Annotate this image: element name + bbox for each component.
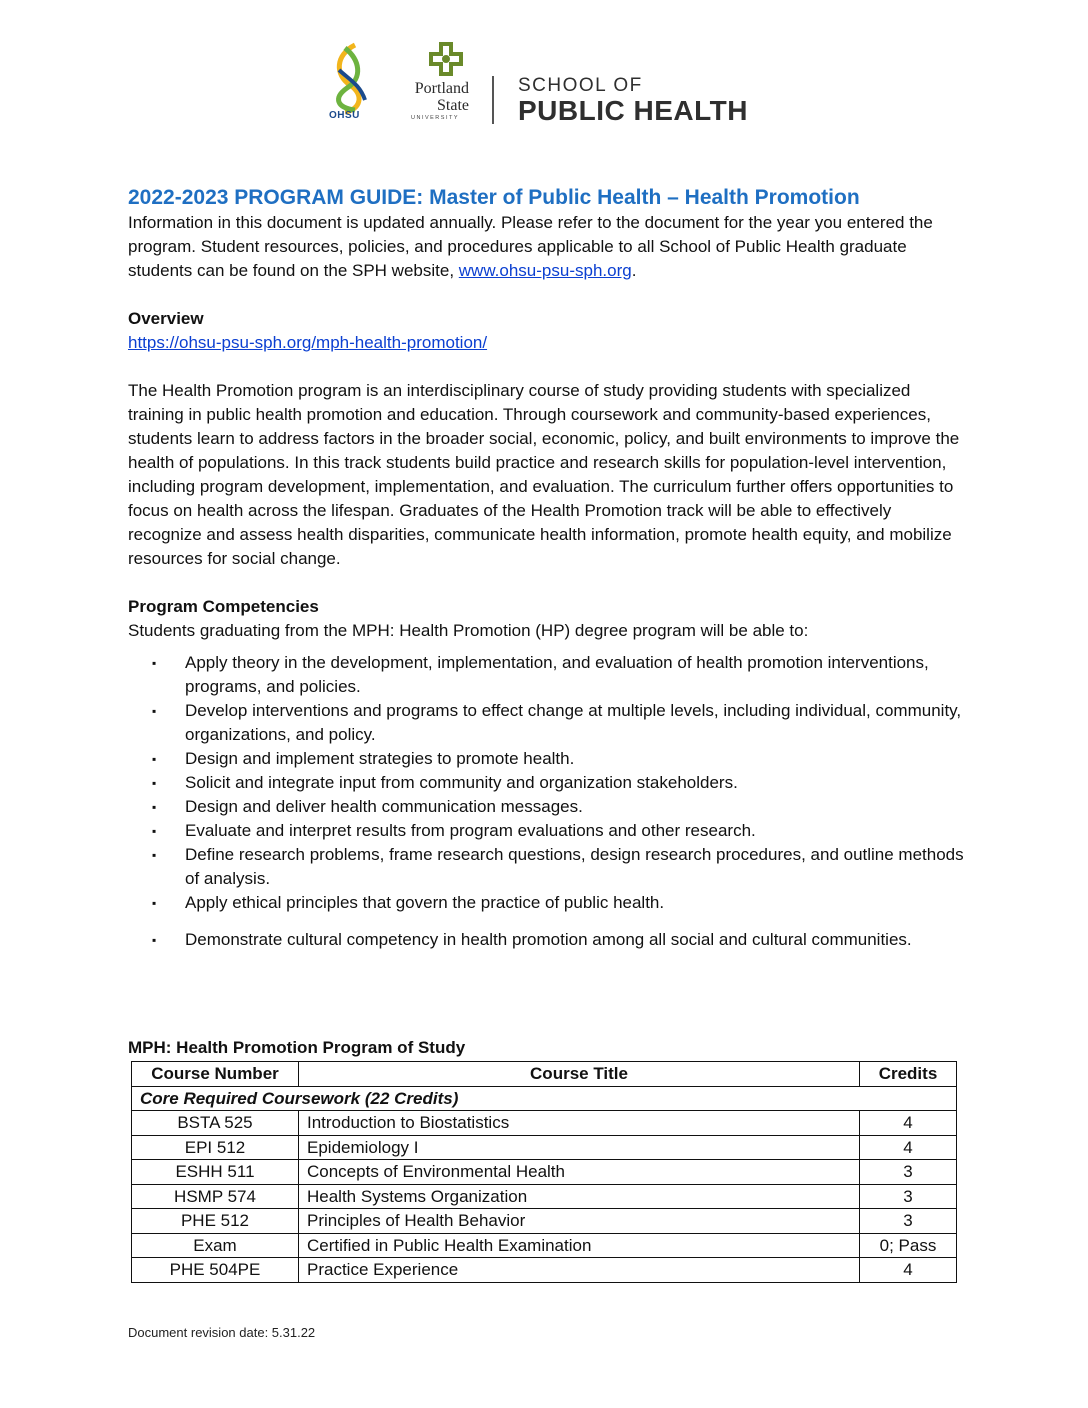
table-row: [132, 1111, 957, 1136]
course-number: ESHH 511: [132, 1160, 299, 1185]
competencies-intro: Students graduating from the MPH: Health Promotion (HP) degree program will be able to:: [128, 621, 809, 640]
bullet-icon: ▪: [152, 800, 157, 814]
course-title: Certified in Public Health Examination: [299, 1233, 860, 1258]
list-item: [128, 891, 968, 915]
bullet-icon: ▪: [152, 776, 157, 790]
list-item: [128, 819, 968, 843]
course-credits: 4: [860, 1111, 957, 1136]
study-table-title: MPH: Health Promotion Program of Study: [128, 1038, 466, 1057]
psu-name-line2: State: [437, 97, 469, 114]
intro-end: .: [631, 261, 637, 280]
list-item: [128, 651, 968, 699]
competency-text: Design and implement strategies to promote health.: [185, 749, 575, 768]
course-credits: 3: [860, 1209, 957, 1234]
course-number: PHE 512: [132, 1209, 299, 1234]
course-credits: 0; Pass: [860, 1233, 957, 1258]
bullet-icon: ▪: [152, 704, 157, 718]
document-body: [128, 185, 968, 955]
list-item: [128, 843, 968, 891]
course-credits: 3: [860, 1184, 957, 1209]
ohsu-label: OHSU: [329, 110, 360, 121]
psu-name-line1: Portland: [414, 80, 469, 97]
course-number: HSMP 574: [132, 1184, 299, 1209]
page-title: 2022-2023 PROGRAM GUIDE: Master of Public Health – Health Promotion: [128, 186, 860, 209]
bullet-icon: ▪: [152, 824, 157, 838]
course-credits: 4: [860, 1135, 957, 1160]
sph-label-line2: PUBLIC HEALTH: [518, 95, 748, 126]
competency-text: Apply theory in the development, implementation, and evaluation of health promotion interventions, programs, and policies.: [185, 653, 929, 696]
psu-name: [397, 80, 469, 114]
course-title: Introduction to Biostatistics: [299, 1111, 860, 1136]
logo-divider: [492, 76, 494, 124]
competency-text: Develop interventions and programs to effect change at multiple levels, including individual, community, organizations, and policy.: [185, 701, 962, 744]
table-row: [132, 1160, 957, 1185]
course-number: BSTA 525: [132, 1111, 299, 1136]
competency-text: Evaluate and interpret results from program evaluations and other research.: [185, 821, 756, 840]
sph-label-line1: SCHOOL OF: [518, 75, 643, 96]
program-of-study-table: [131, 1061, 957, 1283]
list-item: [128, 925, 968, 955]
course-title: Health Systems Organization: [299, 1184, 860, 1209]
revision-date: Document revision date: 5.31.22: [128, 1325, 316, 1340]
intro-text: Information in this document is updated annually. Please refer to the document for the year you entered the program. Student resources, policies, and procedures applicable to all School of Public Health graduate students can be found on the SPH website,: [128, 213, 933, 280]
bullet-icon: ▪: [152, 656, 157, 670]
bullet-icon: ▪: [152, 933, 157, 947]
overview-heading: Overview: [128, 309, 204, 328]
course-credits: 4: [860, 1258, 957, 1283]
list-item: [128, 795, 968, 819]
bullet-icon: ▪: [152, 752, 157, 766]
course-title: Epidemiology I: [299, 1135, 860, 1160]
list-item: [128, 747, 968, 771]
psu-university-label: UNIVERSITY: [411, 115, 460, 121]
header-course-number: Course Number: [132, 1062, 299, 1087]
list-item: [128, 771, 968, 795]
overview-paragraph: The Health Promotion program is an interdisciplinary course of study providing students with specialized training in public health promotion and education. Through coursework and community-based experiences, students learn to address factors in the broader social, economic, policy, and built environments to improve the health of populations. In this track students build practice and research skills for population-level intervention, including program development, implementation, and evaluation. The curriculum further offers opportunities to focus on health across the lifespan. Graduates of the Health Promotion track will be able to effectively recognize and assess health disparities, communicate health information, promote health equity, and mobilize resources for social change.: [128, 381, 960, 568]
logo-bar: [325, 40, 765, 130]
course-number: Exam: [132, 1233, 299, 1258]
table-section-row: [132, 1086, 957, 1111]
course-number: EPI 512: [132, 1135, 299, 1160]
competency-text: Define research problems, frame research questions, design research procedures, and outline methods of analysis.: [185, 845, 964, 888]
table-row: [132, 1209, 957, 1234]
competency-text: Design and deliver health communication messages.: [185, 797, 583, 816]
table-row: [132, 1233, 957, 1258]
course-title: Principles of Health Behavior: [299, 1209, 860, 1234]
list-item: [128, 699, 968, 747]
course-title: Practice Experience: [299, 1258, 860, 1283]
course-number: PHE 504PE: [132, 1258, 299, 1283]
course-credits: 3: [860, 1160, 957, 1185]
competency-text: Demonstrate cultural competency in health promotion among all social and cultural communities.: [185, 930, 912, 949]
competencies-list: [128, 651, 968, 955]
bullet-icon: ▪: [152, 848, 157, 862]
bullet-icon: ▪: [152, 896, 157, 910]
overview-link[interactable]: https://ohsu-psu-sph.org/mph-health-promotion/: [128, 333, 488, 352]
section-label: Core Required Coursework (22 Credits): [132, 1086, 957, 1111]
course-title: Concepts of Environmental Health: [299, 1160, 860, 1185]
table-row: [132, 1135, 957, 1160]
table-row: [132, 1258, 957, 1283]
header-credits: Credits: [860, 1062, 957, 1087]
header-course-title: Course Title: [299, 1062, 860, 1087]
intro-paragraph: [128, 211, 968, 283]
table-header-row: [132, 1062, 957, 1087]
competency-text: Apply ethical principles that govern the practice of public health.: [185, 893, 665, 912]
competencies-heading: Program Competencies: [128, 597, 319, 616]
sph-website-link[interactable]: www.ohsu-psu-sph.org: [458, 261, 632, 280]
competency-text: Solicit and integrate input from community and organization stakeholders.: [185, 773, 738, 792]
table-row: [132, 1184, 957, 1209]
